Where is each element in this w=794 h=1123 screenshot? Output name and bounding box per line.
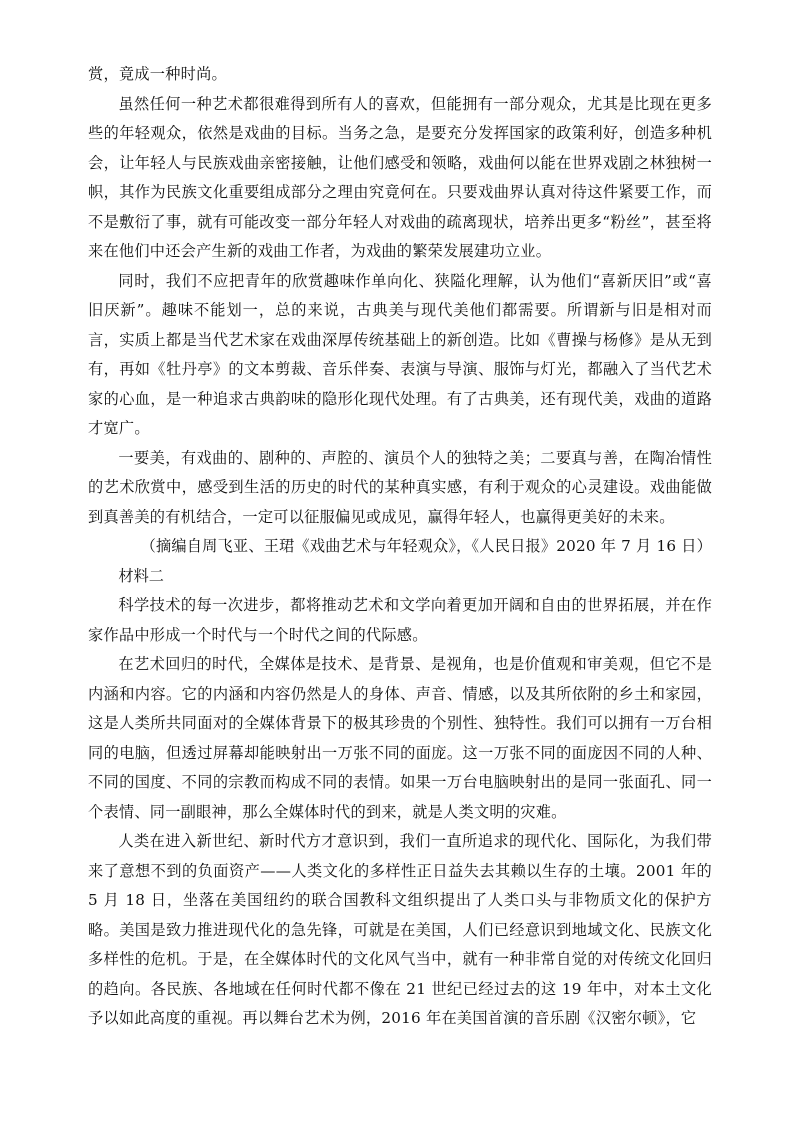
- paragraph-2: 虽然任何一种艺术都很难得到所有人的喜欢，但能拥有一部分观众，尤其是比现在更多些的年轻观众，依然是戏曲的目标。当务之急，是要充分发挥国家的政策利好，创造多种机会，让年轻人与民族戏曲亲密接触，让他们感受和领略，戏曲何以能在世界戏剧之林独树一帜，其作为民族文化重要组成部分之理由究竟何在。只要戏曲界认真对待这件紧要工作，而不是敷衍了事，就有可能改变一部分年轻人对戏曲的疏离现状，培养出更多“粉丝”，甚至将来在他们中还会产生新的戏曲工作者，为戏曲的繁荣发展建功立业。: [88, 94, 712, 260]
- paragraph-7: 人类在进入新世纪、新时代方才意识到，我们一直所追求的现代化、国际化，为我们带来了意想不到的负面资产——人类文化的多样性正日益失去其赖以生存的土壤。2001 年的 5 月 18 日，坐落在美国纽约的联合国教科文组织提出了人类口头与非物质文化的保护方略。美国是致力推进现代化的急先锋，可就是在美国，人们已经意识到地域文化、民族文化多样性的危机。于是，在全媒体时代的文化风气当中，就有一种非常自觉的对传统文化回归的趋向。各民族、各地域在任何时代都不像在 21 世纪已经过去的这 19 年中，对本土文化予以如此高度的重视。再以舞台艺术为例，2016 年在美国首演的音乐剧《汉密尔顿》，它: [88, 832, 712, 1027]
- paragraph-3: 同时，我们不应把青年的欣赏趣味作单向化、狭隘化理解，认为他们“喜新厌旧”或“喜旧厌新”。趣味不能划一，总的来说，古典美与现代美他们都需要。所谓新与旧是相对而言，实质上都是当代艺术家在戏曲深厚传统基础上的新创造。比如《曹操与杨修》是从无到有，再如《牡丹亭》的文本剪裁、音乐伴奏、表演与导演、服饰与灯光，都融入了当代艺术家的心血，是一种追求古典韵味的隐形化现代处理。有了古典美，还有现代美，戏曲的道路才宽广。: [88, 271, 712, 437]
- paragraph-6: 在艺术回归的时代，全媒体是技术、是背景、是视角，也是价值观和审美观，但它不是内涵和内容。它的内涵和内容仍然是人的身体、声音、情感，以及其所依附的乡土和家园，这是人类所共同面对的全媒体背景下的极其珍贵的个别性、独特性。我们可以拥有一万台相同的电脑，但透过屏幕却能映射出一万张不同的面庞。这一万张不同的面庞因不同的人种、不同的国度、不同的宗教而构成不同的表情。如果一万台电脑映射出的是同一张面孔、同一个表情、同一副眼神，那么全媒体时代的到来，就是人类文明的灾难。: [88, 655, 712, 821]
- source-citation: （摘编自周飞亚、王珺《戏曲艺术与年轻观众》，《人民日报》2020 年 7 月 16 日）: [140, 537, 712, 555]
- material-two-heading: 材料二: [118, 566, 164, 585]
- paragraph-4: 一要美，有戏曲的、剧种的、声腔的、演员个人的独特之美；二要真与善，在陶冶情性的艺术欣赏中，感受到生活的历史的时代的某种真实感，有利于观众的心灵建设。戏曲能做到真善美的有机结合，一定可以征服偏见或成见，赢得年轻人，也赢得更美好的未来。: [88, 448, 712, 526]
- document-page: [88, 60, 712, 1034]
- paragraph-1: 赏，竟成一种时尚。: [88, 65, 227, 83]
- paragraph-5: 科学技术的每一次进步，都将推动艺术和文学向着更加开阔和自由的世界拓展，并在作家作品中形成一个时代与一个时代之间的代际感。: [88, 596, 712, 644]
